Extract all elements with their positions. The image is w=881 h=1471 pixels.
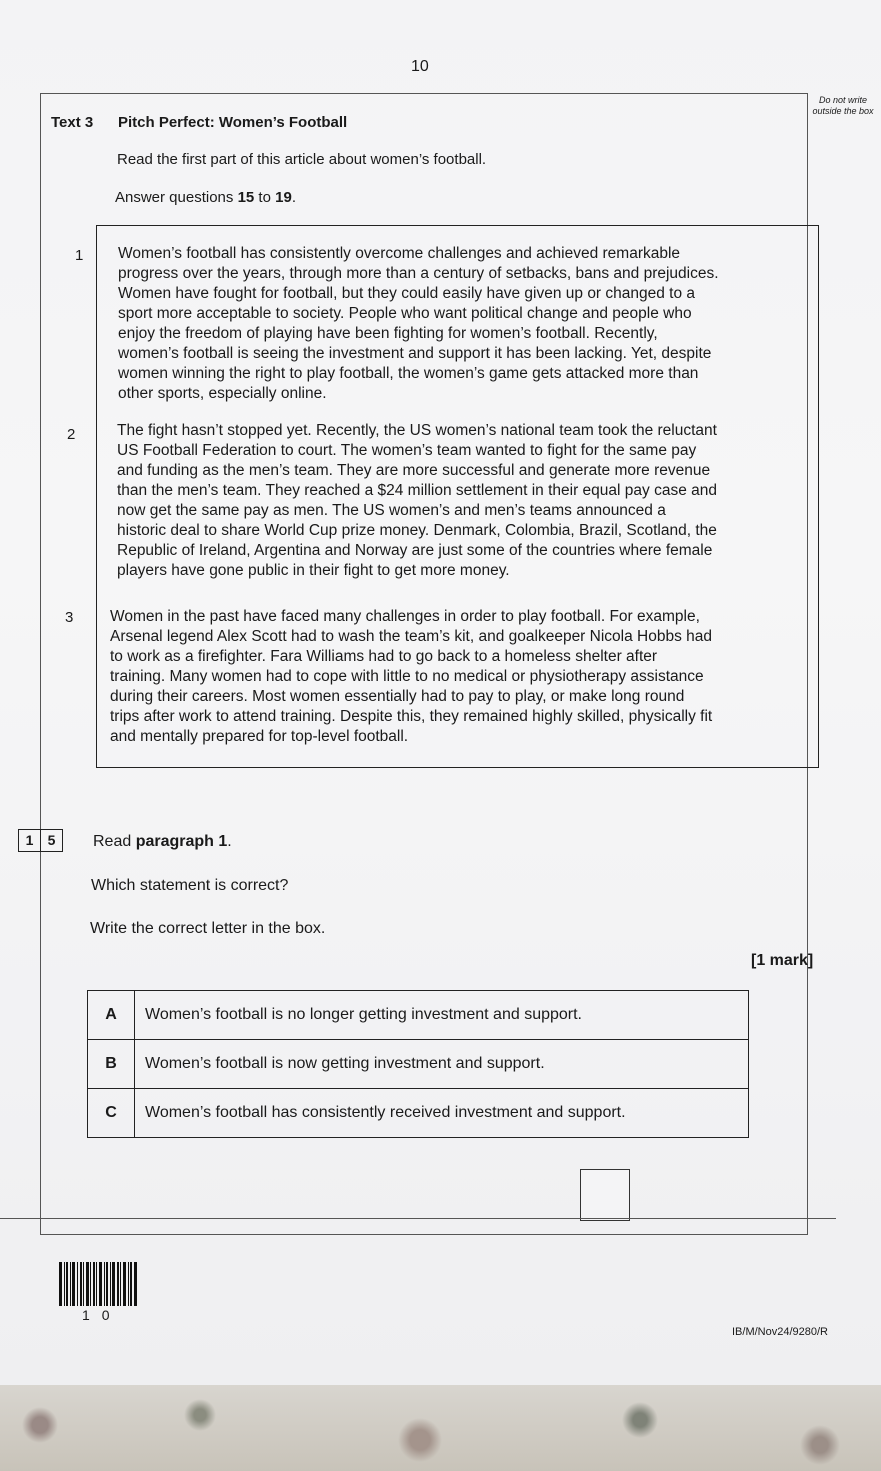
- divider: [0, 1218, 836, 1219]
- question-digit: 1: [25, 832, 34, 848]
- option-row-a: [88, 991, 749, 1040]
- margin-note: Do not write outside the box: [812, 95, 874, 116]
- option-letter: A: [88, 991, 135, 1040]
- option-text: Women’s football has consistently received investment and support.: [135, 1089, 749, 1138]
- paragraph-line: other sports, especially online.: [118, 385, 327, 402]
- paragraph-line: progress over the years, through more than a century of setbacks, bans and prejudices.: [118, 265, 719, 282]
- paragraph-line: US Football Federation to court. The women’s team wanted to fight for the same pay: [117, 442, 697, 459]
- paragraph-line: and funding as the men’s team. They are more successful and generate more revenue: [117, 462, 711, 479]
- paragraph-line: Republic of Ireland, Argentina and Norway are just some of the countries where female: [117, 542, 713, 559]
- paragraph-number: 1: [75, 247, 84, 264]
- page-number: 10: [411, 58, 429, 75]
- paragraph-line: to work as a firefighter. Fara Williams had to go back to a homeless shelter after: [110, 648, 658, 665]
- barcode: [59, 1262, 149, 1306]
- question-prompt: Read paragraph 1.: [93, 833, 232, 850]
- paragraph-line: training. Many women had to cope with little to no medical or physiotherapy assistance: [110, 668, 704, 685]
- question-instruction: Write the correct letter in the box.: [90, 920, 326, 937]
- paragraph-line: women’s football is seeing the investment and support it has been lacking. Yet, despite: [118, 345, 712, 362]
- paragraph-line: now get the same pay as men. The US women’s and men’s teams announced a: [117, 502, 666, 519]
- option-letter: C: [88, 1089, 135, 1138]
- paragraph-3: [110, 607, 712, 747]
- tablecloth-background: [0, 1385, 881, 1471]
- paragraph-line: than the men’s team. They reached a $24 million settlement in their equal pay case and: [117, 482, 717, 499]
- text-title: Pitch Perfect: Women’s Football: [118, 114, 348, 131]
- paragraph-line: Women’s football has consistently overcome challenges and achieved remarkable: [118, 245, 681, 262]
- intro-questions: Answer questions 15 to 19.: [115, 189, 296, 206]
- paragraph-line: women winning the right to play football, the women’s game gets attacked more than: [118, 365, 699, 382]
- option-row-c: [88, 1089, 749, 1138]
- paragraph-number: 2: [67, 426, 76, 443]
- paragraph-line: during their careers. Most women essentially had to pay to play, or make long round: [110, 688, 685, 705]
- paragraph-line: enjoy the freedom of playing have been fighting for women’s football. Recently,: [118, 325, 658, 342]
- paragraph-line: The fight hasn’t stopped yet. Recently, the US women’s national team took the reluctant: [117, 422, 717, 439]
- option-text: Women’s football is no longer getting investment and support.: [135, 991, 749, 1040]
- paragraph-line: trips after work to attend training. Despite this, they remained highly skilled, physically fit: [110, 708, 713, 725]
- option-text: Women’s football is now getting investment and support.: [135, 1040, 749, 1089]
- paragraph-line: Women in the past have faced many challenges in order to play football. For example,: [110, 608, 700, 625]
- question-number-box: [18, 829, 63, 852]
- paragraph-line: sport more acceptable to society. People who want political change and people who: [118, 305, 692, 322]
- paragraph-number: 3: [65, 609, 74, 626]
- paper-reference: IB/M/Nov24/9280/R: [732, 1326, 828, 1338]
- answer-box[interactable]: [580, 1169, 630, 1221]
- paragraph-1: [118, 244, 719, 404]
- paragraph-2: [117, 421, 717, 581]
- question-digit: 5: [40, 830, 62, 851]
- mark-allocation: [1 mark]: [751, 952, 814, 969]
- question-which: Which statement is correct?: [91, 877, 289, 894]
- option-letter: B: [88, 1040, 135, 1089]
- paragraph-line: and mentally prepared for top-level football.: [110, 728, 409, 745]
- paragraph-line: Women have fought for football, but they could easily have given up or changed to a: [118, 285, 696, 302]
- barcode-number: 10: [82, 1307, 122, 1323]
- intro-instruction: Read the first part of this article about women’s football.: [117, 151, 487, 168]
- option-row-b: [88, 1040, 749, 1089]
- paragraph-line: historic deal to share World Cup prize money. Denmark, Colombia, Brazil, Scotland, the: [117, 522, 717, 539]
- paragraph-line: Arsenal legend Alex Scott had to wash the team’s kit, and goalkeeper Nicola Hobbs had: [110, 628, 713, 645]
- options-table: [87, 990, 749, 1138]
- text-label: Text 3: [51, 114, 94, 131]
- paragraph-line: players have gone public in their fight to get more money.: [117, 562, 510, 579]
